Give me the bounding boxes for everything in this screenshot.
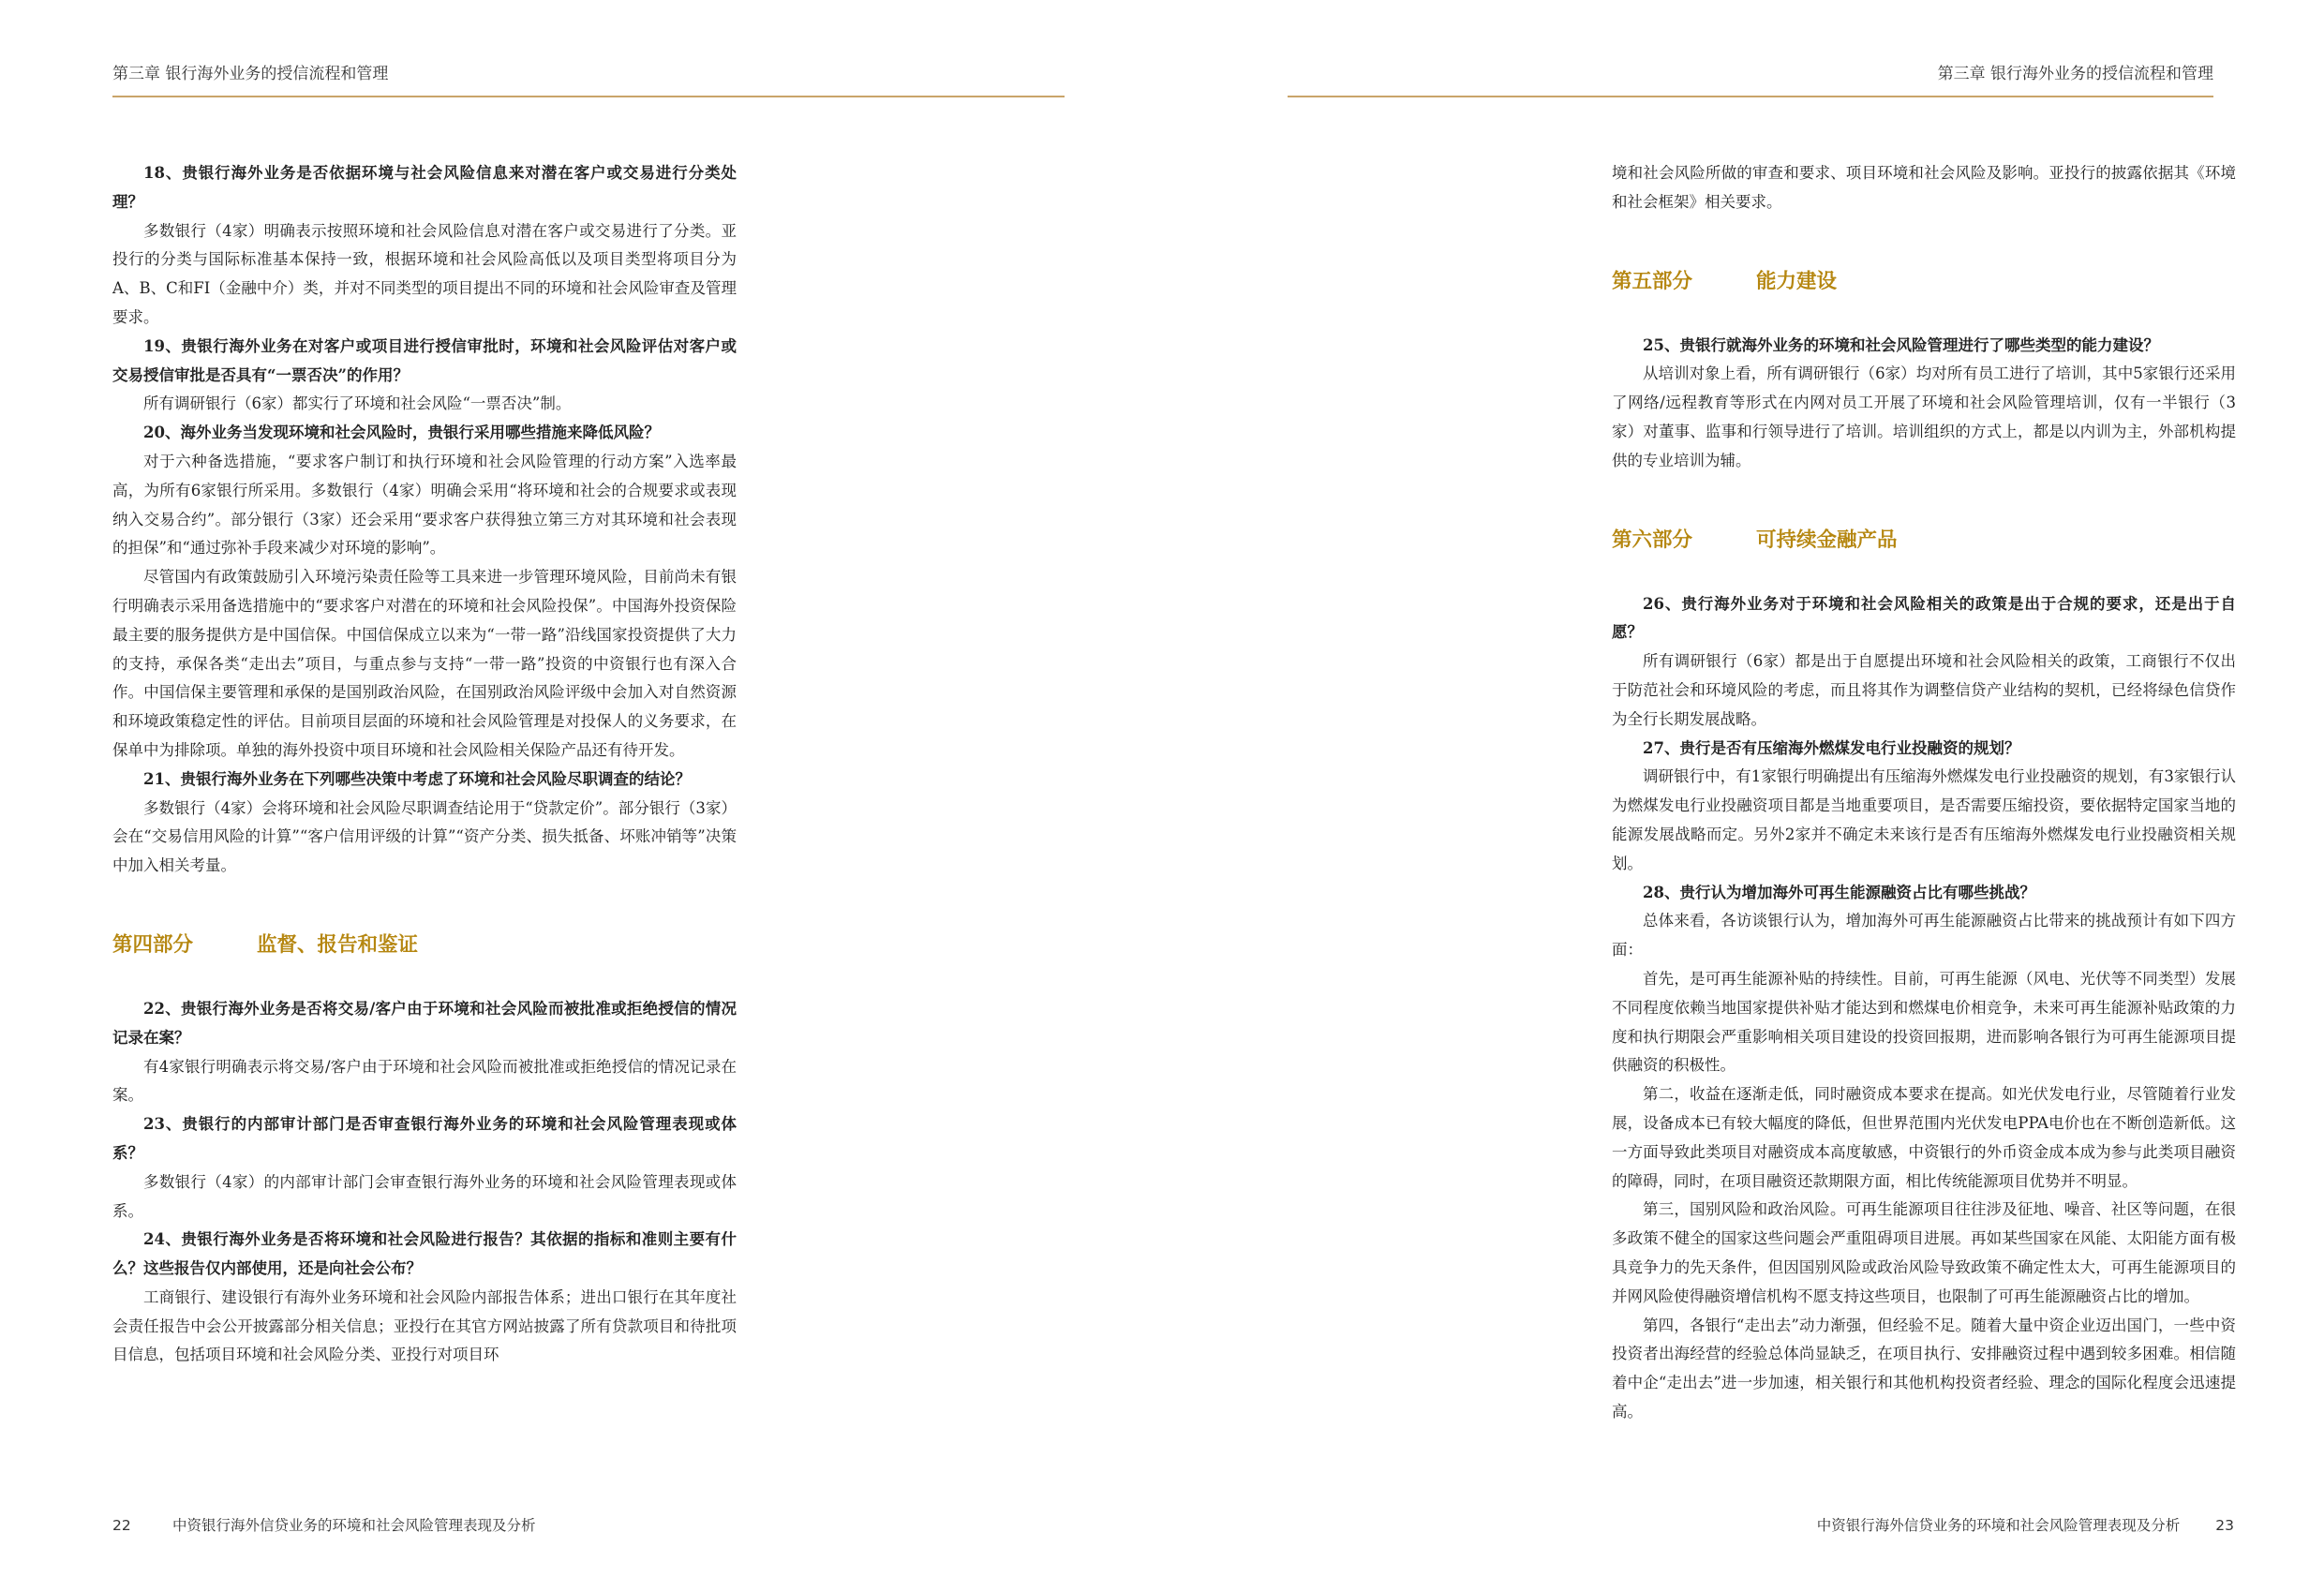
footer [1817, 1514, 2234, 1535]
answer-paragraph: 所有调研银行（6家）都是出于自愿提出环境和社会风险相关的政策，工商银行不仅出于防范社会和环境风险的考虑，而且将其作为调整信贷产业结构的契机，已经将绿色信贷作为全行长期发展战略。 [1612, 652, 2236, 728]
answer-paragraph: 首先，是可再生能源补贴的持续性。目前，可再生能源（风电、光伏等不同类型）发展不同程度依赖当地国家提供补贴才能达到和燃煤电价相竞争，未来可再生能源补贴政策的力度和执行期限会严重影响相关项目建设的投资回报期，进而影响各银行为可再生能源项目提供融资的积极性。 [1612, 969, 2236, 1075]
answer-paragraph: 第三，国别风险和政治风险。可再生能源项目往往涉及征地、噪音、社区等问题，在很多政策不健全的国家这些问题会严重阻碍项目进展。再如某些国家在风能、太阳能方面有极具竞争力的先天条件，但因国别风险或政治风险导致政策不确定性太大，可再生能源项目的并网风险使得融资增信机构不愿支持这些项目，也限制了可再生能源融资占比的增加。 [1612, 1200, 2236, 1305]
section-number: 第四部分 [112, 932, 194, 957]
question-paragraph: 28、贵行认为增加海外可再生能源融资占比有哪些挑战？ [1643, 883, 2035, 901]
answer-paragraph: 境和社会风险所做的审查和要求、项目环境和社会风险及影响。亚投行的披露依据其《环境和社会框架》相关要求。 [1612, 164, 2236, 211]
answer-paragraph: 调研银行中，有1家银行明确提出有压缩海外燃煤发电行业投融资的规划，有3家银行认为燃煤发电行业投融资项目都是当地重要项目，是否需要压缩投资，要依据特定国家当地的能源发展战略而定。另外2家并不确定未来该行是否有压缩海外燃煤发电行业投融资相关规划。 [1612, 767, 2236, 872]
question-paragraph: 22、贵银行海外业务是否将交易/客户由于环境和社会风险而被批准或拒绝授信的情况记录在案？ [112, 999, 737, 1047]
section-heading [1612, 525, 2236, 557]
answer-paragraph: 第二，收益在逐渐走低，同时融资成本要求在提高。如光伏发电行业，尽管随着行业发展，设备成本已有较大幅度的降低，但世界范围内光伏发电PPA电价也在不断创造新低。这一方面导致此类项目对融资成本高度敏感，中资银行的外币资金成本成为参与此类项目融资的障碍，同时，在项目融资还款期限方面，相比传统能源项目优势并不明显。 [1612, 1085, 2236, 1190]
question-paragraph: 21、贵银行海外业务在下列哪些决策中考虑了环境和社会风险尽职调查的结论？ [143, 769, 691, 788]
section-heading [1612, 266, 2236, 298]
section-heading [112, 930, 737, 961]
question-paragraph: 24、贵银行海外业务是否将环境和社会风险进行报告？其依据的指标和准则主要有什么？这些报告仅内部使用，还是向社会公布？ [112, 1230, 737, 1278]
running-head: 第三章 银行海外业务的授信流程和管理 [112, 65, 389, 83]
answer-paragraph: 尽管国内有政策鼓励引入环境污染责任险等工具来进一步管理环境风险，目前尚未有银行明确表示采用备选措施中的“要求客户对潜在的环境和社会风险投保”。中国海外投资保险最主要的服务提供方是中国信保。中国信保成立以来为“一带一路”沿线国家投资提供了大力的支持，承保各类“走出去”项目，与重点参与支持“一带一路”投资的中资银行也有深入合作。中国信保主要管理和承保的是国别政治风险，在国别政治风险评级中会加入对自然资源和环境政策稳定性的评估。目前项目层面的环境和社会风险管理是对投保人的义务要求，在保单中为排除项。单独的海外投资中项目环境和社会风险相关保险产品还有待开发。 [112, 568, 737, 759]
header-rule [1288, 96, 2213, 97]
question-paragraph: 19、贵银行海外业务在对客户或项目进行授信审批时，环境和社会风险评估对客户或交易授信审批是否具有“一票否决”的作用？ [112, 336, 737, 384]
header-rule [112, 96, 1065, 97]
running-head: 第三章 银行海外业务的授信流程和管理 [1937, 65, 2213, 83]
question-paragraph: 26、贵行海外业务对于环境和社会风险相关的政策是出于合规的要求，还是出于自愿？ [1612, 594, 2236, 642]
section-number: 第五部分 [1612, 269, 1693, 293]
question-paragraph: 23、贵银行的内部审计部门是否审查银行海外业务的环境和社会风险管理表现或体系？ [112, 1115, 737, 1162]
footer [112, 1514, 536, 1535]
question-paragraph: 20、海外业务当发现环境和社会风险时，贵银行采用哪些措施来降低风险？ [143, 424, 660, 442]
answer-paragraph: 有4家银行明确表示将交易/客户由于环境和社会风险而被批准或拒绝授信的情况记录在案。 [112, 1057, 737, 1105]
right-body-text [1612, 159, 2236, 1427]
answer-paragraph: 对于六种备选措施，“要求客户制订和执行环境和社会风险管理的行动方案”入选率最高，为所有6家银行所采用。多数银行（4家）明确会采用“将环境和社会的合规要求或表现纳入交易合约”。部分银行（3家）还会采用“要求客户获得独立第三方对其环境和社会表现的担保”和“通过弥补手段来减少对环境的影响”。 [112, 452, 737, 558]
answer-paragraph: 第四，各银行“走出去”动力渐强，但经验不足。随着大量中资企业迈出国门，一些中资投资者出海经营的经验总体尚显缺乏，在项目执行、安排融资过程中遇到较多困难。相信随着中企“走出去”进一步加速，相关银行和其他机构投资者经验、理念的国际化程度会迅速提高。 [1612, 1316, 2236, 1421]
page-number: 22 [112, 1517, 131, 1534]
answer-paragraph: 所有调研银行（6家）都实行了环境和社会风险“一票否决”制。 [143, 394, 572, 413]
section-number: 第六部分 [1612, 528, 1693, 552]
answer-paragraph: 多数银行（4家）明确表示按照环境和社会风险信息对潜在客户或交易进行了分类。亚投行的分类与国际标准基本保持一致，根据环境和社会风险高低以及项目类型将项目分为A、B、C和FI（金融中介）类，并对不同类型的项目提出不同的环境和社会风险审查及管理要求。 [112, 221, 737, 326]
answer-paragraph: 多数银行（4家）会将环境和社会风险尽职调查结论用于“贷款定价”。部分银行（3家）会在“交易信用风险的计算”“客户信用评级的计算”“资产分类、损失抵备、坏账冲销等”决策中加入相关考量。 [112, 798, 737, 875]
answer-paragraph: 工商银行、建设银行有海外业务环境和社会风险内部报告体系；进出口银行在其年度社会责任报告中会公开披露部分相关信息；亚投行在其官方网站披露了所有贷款项目和待批项目信息，包括项目环境和社会风险分类、亚投行对项目环 [112, 1287, 737, 1364]
answer-paragraph: 总体来看，各访谈银行认为，增加海外可再生能源融资占比带来的挑战预计有如下四方面： [1612, 912, 2236, 960]
right-page [1162, 0, 2324, 1577]
section-title: 可持续金融产品 [1756, 528, 1898, 552]
page-number: 23 [2215, 1517, 2234, 1534]
answer-paragraph: 从培训对象上看，所有调研银行（6家）均对所有员工进行了培训，其中5家银行还采用了网络/远程教育等形式在内网对员工开展了环境和社会风险管理培训，仅有一半银行（3家）对董事、监事和行领导进行了培训。培训组织的方式上，都是以内训为主，外部机构提供的专业培训为辅。 [1612, 364, 2236, 469]
answer-paragraph: 多数银行（4家）的内部审计部门会审查银行海外业务的环境和社会风险管理表现或体系。 [112, 1172, 737, 1220]
question-paragraph: 25、贵银行就海外业务的环境和社会风险管理进行了哪些类型的能力建设？ [1643, 335, 2159, 354]
question-paragraph: 27、贵行是否有压缩海外燃煤发电行业投融资的规划？ [1643, 738, 2020, 757]
footer-title: 中资银行海外信贷业务的环境和社会风险管理表现及分析 [172, 1517, 536, 1534]
section-title: 监督、报告和鉴证 [257, 932, 419, 957]
left-body-text [112, 159, 737, 1370]
footer-title: 中资银行海外信贷业务的环境和社会风险管理表现及分析 [1816, 1517, 2181, 1534]
question-paragraph: 18、贵银行海外业务是否依据环境与社会风险信息来对潜在客户或交易进行分类处理？ [112, 164, 737, 211]
section-title: 能力建设 [1756, 269, 1838, 293]
